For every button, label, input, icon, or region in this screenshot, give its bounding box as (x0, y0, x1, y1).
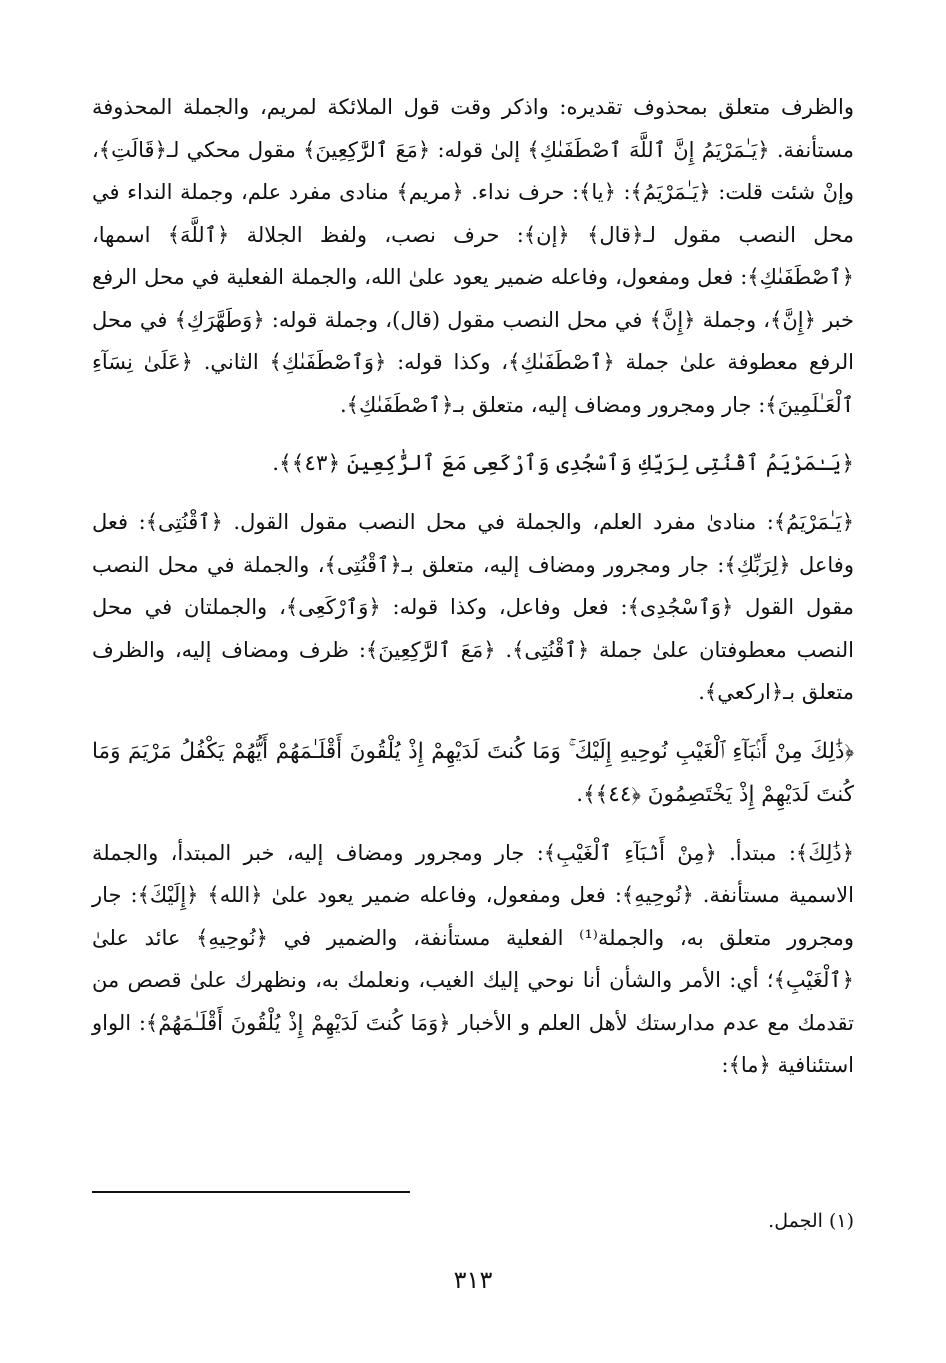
spacer (92, 491, 854, 501)
page-number: ٣١٣ (453, 1266, 493, 1294)
spacer (92, 426, 854, 436)
paragraph-grammar-3: ﴿ذَٰلِكَ﴾: مبتدأ. ﴿مِنْ أَنۢبَآءِ ٱلْغَيْبِ﴾: جار ومجرور ومضاف إليه، خبر المبتدأ، والجملة الاسمية مستأنفة. ﴿نُوحِيهِ﴾: فعل ومفعول، وفاعله ضمير يعود علىٰ ﴿الله﴾ ﴿إِلَيْكَ﴾: جار ومجرور متعلق به، والجملة⁽¹⁾ الفعلية مستأنفة، والضمير في ﴿نُوحِيهِ﴾ عائد علىٰ ﴿ٱلْغَيْبِ﴾؛ أي: الأمر والشأن أنا نوحي إليك الغيب، ونعلمك به، ونظهرك علىٰ قصص من تقدمك مع عدم مدارستك لأهل العلم و الأخبار ﴿وَمَا كُنتَ لَدَيْهِمْ إِذْ يُلْقُونَ أَقْلَـٰمَهُمْ﴾: الواو استئنافية ﴿ما﴾: (92, 840, 854, 1077)
spacer (92, 714, 854, 724)
paragraph-grammar-1: والظرف متعلق بمحذوف تقديره: واذكر وقت قول الملائكة لمريم، والجملة المحذوفة مستأنفة. ﴿يَـٰمَرْيَمُ إِنَّ ٱللَّهَ ٱصْطَفَىٰكِ﴾ إلىٰ قوله: ﴿مَعَ ٱلرَّٰكِعِينَ﴾ مقول محكي لـ﴿قَالَتِ﴾، وإنْ شئت قلت: ﴿يَـٰمَرْيَمُ﴾: ﴿يا﴾: حرف نداء. ﴿مريم﴾ منادى مفرد علم، وجملة النداء في محل النصب مقول لـ﴿قال﴾ ﴿إن﴾: حرف نصب، ولفظ الجلالة ﴿ٱللَّهَ﴾ اسمها، ﴿ٱصْطَفَىٰكِ﴾: فعل ومفعول، وفاعله ضمير يعود علىٰ الله، والجملة الفعلية في محل الرفع خبر ﴿إِنَّ﴾، وجملة ﴿إِنَّ﴾ في محل النصب مقول (قال)، وجملة قوله: ﴿وَطَهَّرَكِ﴾ في محل الرفع معطوفة علىٰ جملة ﴿ٱصْطَفَىٰكِ﴾، وكذا قوله: ﴿وَٱصْطَفَىٰكِ﴾ الثاني. ﴿عَلَىٰ نِسَآءِ ٱلْعَـٰلَمِينَ﴾: جار ومجرور ومضاف إليه، متعلق بـ﴿ٱصْطَفَىٰكِ﴾. (92, 95, 854, 417)
spacer (92, 822, 854, 832)
footnote: (١) الجمل. (768, 1210, 854, 1232)
verse-43: ﴿يَـٰمَرْيَمُ ٱقْنُتِى لِرَبِّكِ وَٱسْجُدِى وَٱرْكَعِى مَعَ ٱلرَّٰكِعِينَ ﴿٤٣﴾﴾. (272, 451, 854, 476)
verse-44: ﴿ذَٰلِكَ مِنْ أَنۢبَآءِ ٱلْغَيْبِ نُوحِيهِ إِلَيْكَ ۚ وَمَا كُنتَ لَدَيْهِمْ إِذْ يُلْقُونَ أَقْلَـٰمَهُمْ أَيُّهُمْ يَكْفُلُ مَرْيَمَ وَمَا كُنتَ لَدَيْهِمْ إِذْ يَخْتَصِمُونَ ﴿٤٤﴾﴾. (92, 738, 854, 807)
paragraph-grammar-2: ﴿يَـٰمَرْيَمُ﴾: منادىٰ مفرد العلم، والجملة في محل النصب مقول القول. ﴿ٱقْنُتِى﴾: فعل وفاعل ﴿لِرَبِّكِ﴾: جار ومجرور ومضاف إليه، متعلق بـ﴿ٱقْنُتِى﴾، والجملة في محل النصب مقول القول ﴿وَٱسْجُدِى﴾: فعل وفاعل، وكذا قوله: ﴿وَٱرْكَعِى﴾، والجملتان في محل النصب معطوفتان علىٰ جملة ﴿ٱقْنُتِى﴾. ﴿مَعَ ٱلرَّٰكِعِينَ﴾: ظرف ومضاف إليه، والظرف متعلق بـ﴿اركعي﴾. (92, 510, 854, 704)
footnote-divider (92, 1191, 410, 1193)
